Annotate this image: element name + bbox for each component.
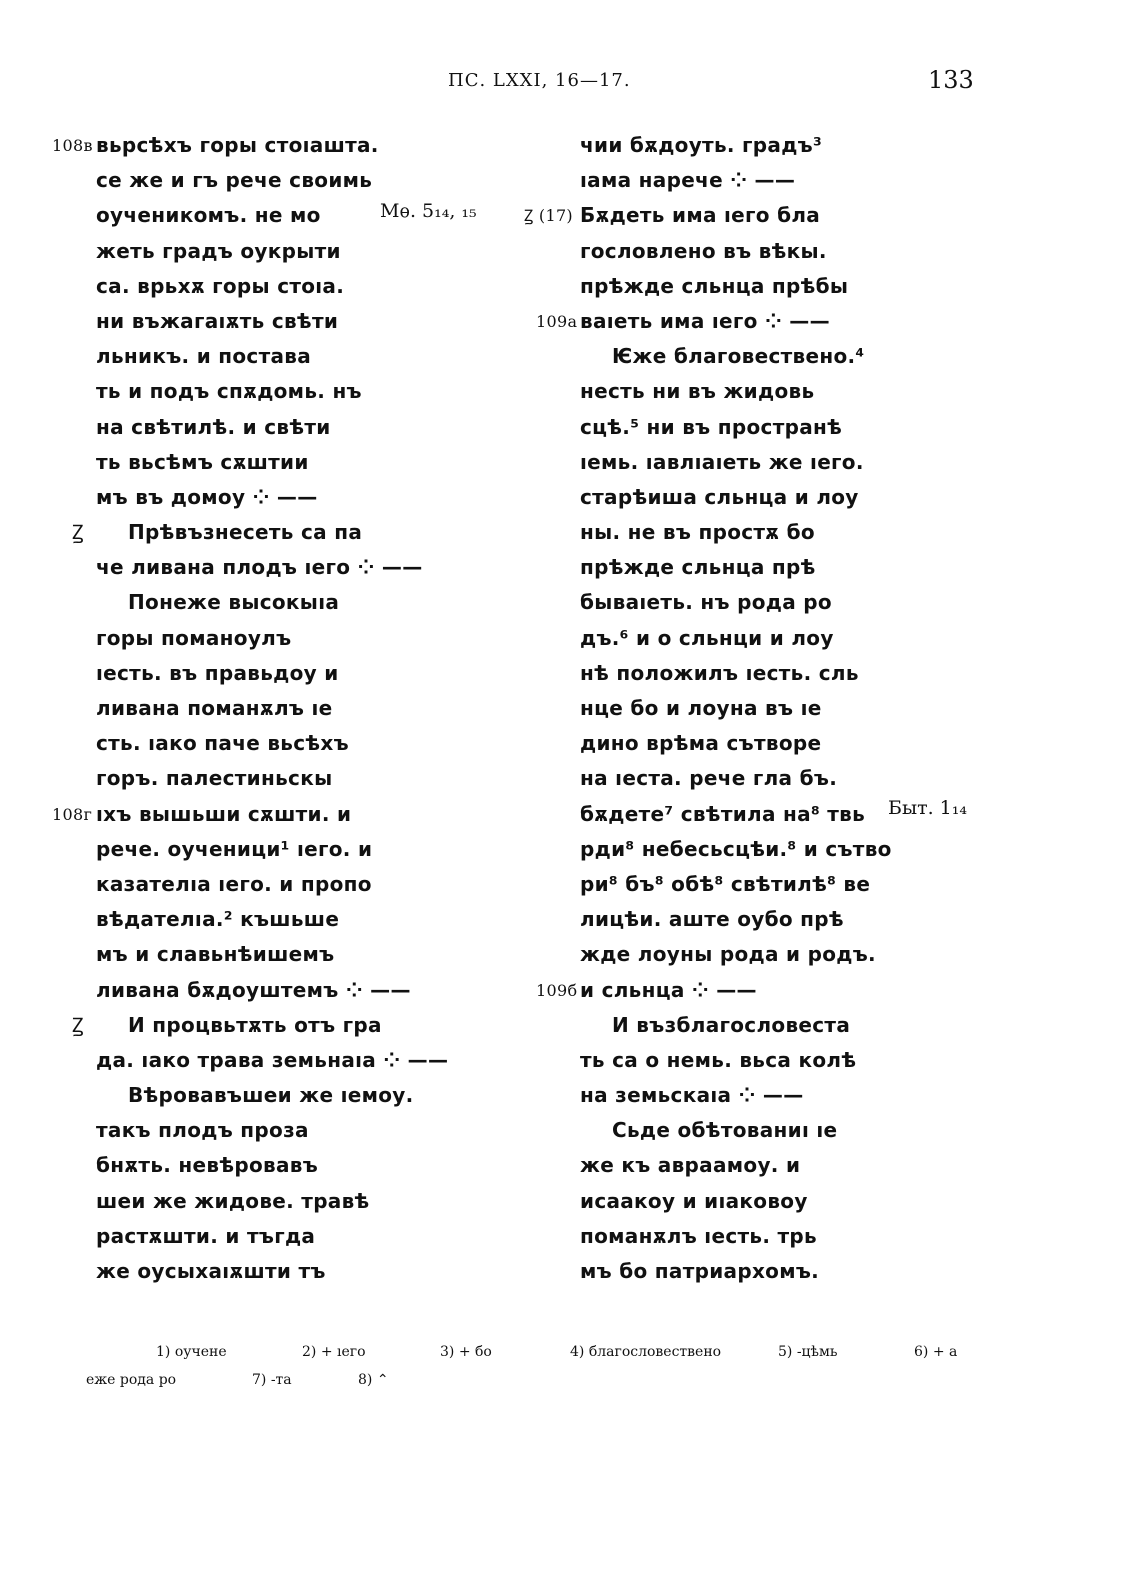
line-text: ıама нарече ⁘ —— bbox=[580, 168, 796, 193]
footnote-4: 4) благословествено bbox=[570, 1344, 722, 1360]
text-line bbox=[96, 1043, 449, 1078]
line-text: мъ и славьнѣишемъ bbox=[96, 942, 335, 967]
text-line bbox=[96, 198, 416, 233]
footnote-row bbox=[86, 1344, 986, 1372]
running-head: ПС. LXXI, 16—17. bbox=[448, 70, 631, 91]
line-text: дино врѣма сътворе bbox=[580, 731, 822, 756]
line-text: Прѣвъзнесеть са па bbox=[128, 520, 363, 545]
right-text-column bbox=[524, 128, 892, 1289]
line-text: жеть градъ оукрыти bbox=[96, 238, 341, 263]
text-line bbox=[580, 1184, 890, 1219]
folio-marker: 108в bbox=[52, 136, 93, 155]
line-text: Бѫдеть има ıего бла bbox=[580, 203, 821, 228]
line-text: же къ авраамоу. и bbox=[580, 1153, 801, 1178]
footnotes bbox=[86, 1344, 986, 1400]
line-text: И процвьтѫть отъ гра bbox=[128, 1012, 382, 1037]
line-text: растѫшти. и тъгда bbox=[96, 1223, 316, 1248]
line-text: ть вьсѣмъ сѫштии bbox=[96, 449, 309, 474]
line-text: на земьскаıа ⁘ —— bbox=[580, 1083, 804, 1108]
text-line bbox=[580, 234, 890, 269]
line-text: рди⁸ небесьсцѣи.⁸ и сътво bbox=[580, 836, 892, 861]
line-text: горъ. палестиньскы bbox=[96, 766, 333, 791]
text-line bbox=[580, 1008, 890, 1043]
line-text: ть са о немь. вьса колѣ bbox=[580, 1047, 857, 1072]
line-text: льникъ. и постава bbox=[96, 344, 312, 369]
text-line bbox=[96, 339, 416, 374]
line-text: горы поманоулъ bbox=[96, 625, 292, 650]
footnote-5: 5) -цѣмь bbox=[778, 1344, 838, 1360]
line-text: прѣжде сльнца прѣбы bbox=[580, 273, 849, 298]
verse-marker: Ꙁ bbox=[72, 520, 84, 545]
text-line bbox=[96, 585, 416, 620]
text-line bbox=[580, 550, 890, 585]
line-text: се же и гъ рече своимь bbox=[96, 168, 373, 193]
text-line bbox=[580, 480, 890, 515]
text-line bbox=[580, 832, 890, 867]
text-line bbox=[96, 304, 416, 339]
text-line bbox=[72, 1008, 416, 1043]
line-text: вѣдателıа.² къшьше bbox=[96, 907, 340, 932]
line-text: ри⁸ бъ⁸ обѣ⁸ свѣтилѣ⁸ ве bbox=[580, 871, 871, 896]
text-line bbox=[96, 726, 416, 761]
text-line bbox=[580, 410, 890, 445]
line-text: казателıа ıего. и пропо bbox=[96, 871, 372, 896]
line-text: оученикомъ. не мо bbox=[96, 203, 321, 228]
text-line bbox=[580, 621, 890, 656]
line-text: вьрсѣхъ горы стоıаштa. bbox=[96, 133, 379, 157]
text-line bbox=[96, 550, 423, 585]
line-text: са. врьхѫ горы стоıа. bbox=[96, 273, 345, 298]
line-text: жде лоуны рода и родъ. bbox=[580, 942, 876, 967]
line-text: ливана бѫдоуштемъ ⁘ —— bbox=[96, 977, 411, 1002]
text-line bbox=[580, 585, 890, 620]
text-line bbox=[52, 128, 416, 163]
text-line bbox=[536, 304, 890, 339]
line-text: Ѥже благовествено.⁴ bbox=[612, 344, 865, 369]
text-line bbox=[580, 269, 890, 304]
line-text: И възблагословеста bbox=[612, 1012, 851, 1037]
text-line bbox=[580, 1219, 890, 1254]
text-line bbox=[96, 973, 416, 1008]
line-text: нѣ положилъ ıесть. сль bbox=[580, 660, 859, 685]
line-text: ıхъ вышьши сѫшти. и bbox=[96, 801, 352, 826]
text-line bbox=[96, 269, 416, 304]
line-text: мъ бо патриархомъ. bbox=[580, 1259, 820, 1283]
line-text: поманѫлъ ıесть. трь bbox=[580, 1223, 817, 1248]
margin-reference-genesis: Быт. 1₁₄ bbox=[888, 797, 967, 819]
footnote-3: 3) + бо bbox=[440, 1344, 492, 1360]
text-line bbox=[96, 1184, 416, 1219]
line-text: ıесть. въ правьдоу и bbox=[96, 660, 339, 685]
line-text: бнѫть. невѣровавъ bbox=[96, 1153, 319, 1178]
folio-marker: 108г bbox=[52, 804, 93, 824]
line-text: же оусыхаıѫшти тъ bbox=[96, 1259, 326, 1283]
text-line bbox=[96, 445, 416, 480]
text-line bbox=[96, 1254, 416, 1289]
text-line bbox=[580, 726, 890, 761]
line-text: такъ плодъ проза bbox=[96, 1118, 309, 1143]
text-line bbox=[580, 1148, 890, 1183]
text-line bbox=[580, 656, 890, 691]
footnote-7: 7) -та bbox=[252, 1372, 292, 1388]
line-text: ваıеть има ıего ⁘ —— bbox=[580, 308, 830, 333]
text-line bbox=[580, 445, 890, 480]
text-line bbox=[96, 656, 416, 691]
text-line bbox=[96, 1113, 416, 1148]
text-line bbox=[536, 973, 890, 1008]
line-text: бываıеть. нъ рода ро bbox=[580, 590, 832, 615]
line-text: ливана поманѫлъ ıе bbox=[96, 696, 333, 720]
margin-reference-matthew: Мѳ. 5₁₄, ₁₅ bbox=[380, 200, 477, 222]
text-line bbox=[96, 867, 416, 902]
page-number: 133 bbox=[928, 66, 974, 94]
text-line bbox=[580, 1113, 890, 1148]
text-line bbox=[580, 867, 890, 902]
line-text: ни въжагаıѫть свѣти bbox=[96, 308, 339, 333]
footnote-6-cont: еже рода ро bbox=[86, 1372, 177, 1388]
text-line bbox=[580, 761, 890, 796]
line-text: ны. не въ простѫ бо bbox=[580, 520, 815, 545]
footnote-row bbox=[86, 1372, 986, 1400]
line-text: Сьде обѣтованиı ıе bbox=[612, 1118, 838, 1143]
footnote-2: 2) + ıего bbox=[302, 1344, 366, 1360]
line-text: и сльнца ⁘ —— bbox=[580, 977, 757, 1002]
text-line bbox=[580, 1254, 890, 1289]
line-text: гословлено въ вѣкы. bbox=[580, 238, 827, 263]
line-text: бѫдете⁷ свѣтила на⁸ твь bbox=[580, 801, 866, 826]
line-text: дъ.⁶ и о сльнци и лоу bbox=[580, 625, 834, 650]
line-text: Понеже высокыıа bbox=[128, 590, 340, 615]
line-text: старѣиша сльнца и лоу bbox=[580, 484, 859, 509]
text-line bbox=[96, 832, 416, 867]
text-line bbox=[580, 374, 890, 409]
folio-marker: 109б bbox=[536, 980, 578, 1000]
line-text: нце бо и лоуна въ ıе bbox=[580, 696, 822, 720]
footnote-1: 1) оучене bbox=[156, 1344, 227, 1360]
text-line bbox=[580, 1078, 890, 1113]
text-line bbox=[580, 515, 890, 550]
line-text: Вѣровавъшеи же ıемоу. bbox=[128, 1083, 414, 1108]
line-text: шеи же жидове. травѣ bbox=[96, 1188, 370, 1213]
line-text: на свѣтилѣ. и свѣти bbox=[96, 414, 331, 439]
text-line bbox=[96, 761, 416, 796]
text-line bbox=[96, 691, 416, 726]
footnote-6: 6) + а bbox=[914, 1344, 958, 1360]
text-line bbox=[96, 1148, 416, 1183]
text-line bbox=[96, 1219, 416, 1254]
line-text: сть. ıако паче вьсѣхъ bbox=[96, 731, 349, 756]
text-line bbox=[96, 480, 416, 515]
line-text: рече. оученици¹ ıего. и bbox=[96, 836, 373, 861]
line-text: че ливана плодъ ıего ⁘ —— bbox=[96, 555, 423, 580]
line-text: лицѣи. аште оубо прѣ bbox=[580, 907, 844, 932]
line-text: ть и подъ спѫдомь. нъ bbox=[96, 379, 362, 404]
line-text: да. ıако трава земьнаıа ⁘ —— bbox=[96, 1047, 449, 1072]
text-line bbox=[96, 234, 416, 269]
line-text: сцѣ.⁵ ни въ пространѣ bbox=[580, 414, 843, 439]
line-text: чии бѫдоуть. градъ³ bbox=[580, 133, 823, 157]
line-text: несть ни въ жидовь bbox=[580, 379, 815, 404]
text-line bbox=[580, 128, 890, 163]
text-line bbox=[96, 937, 416, 972]
text-line bbox=[580, 797, 890, 832]
folio-marker: 109а bbox=[536, 311, 578, 331]
line-text: прѣжде сльнца прѣ bbox=[580, 555, 816, 580]
text-line bbox=[580, 163, 890, 198]
text-line bbox=[52, 797, 416, 832]
text-line bbox=[72, 515, 416, 550]
line-text: исаакоу и иıаковоу bbox=[580, 1188, 808, 1213]
text-line bbox=[580, 1043, 890, 1078]
footnote-8: 8) ⌃ bbox=[358, 1372, 389, 1388]
text-line bbox=[580, 902, 890, 937]
text-line bbox=[580, 937, 890, 972]
text-line bbox=[96, 902, 416, 937]
line-text: мъ въ домоу ⁘ —— bbox=[96, 484, 318, 509]
verse-marker: Ꙁ (17) bbox=[524, 206, 573, 226]
verse-marker: Ꙁ bbox=[72, 1012, 84, 1037]
text-line bbox=[580, 339, 890, 374]
text-line bbox=[96, 1078, 416, 1113]
text-line bbox=[96, 163, 416, 198]
line-text: на ıеста. рече гла бъ. bbox=[580, 766, 838, 791]
text-line bbox=[524, 198, 890, 233]
text-line bbox=[96, 410, 416, 445]
line-text: ıемь. ıавлıаıеть же ıего. bbox=[580, 449, 864, 474]
text-line bbox=[96, 374, 416, 409]
text-line bbox=[96, 621, 416, 656]
text-line bbox=[580, 691, 890, 726]
